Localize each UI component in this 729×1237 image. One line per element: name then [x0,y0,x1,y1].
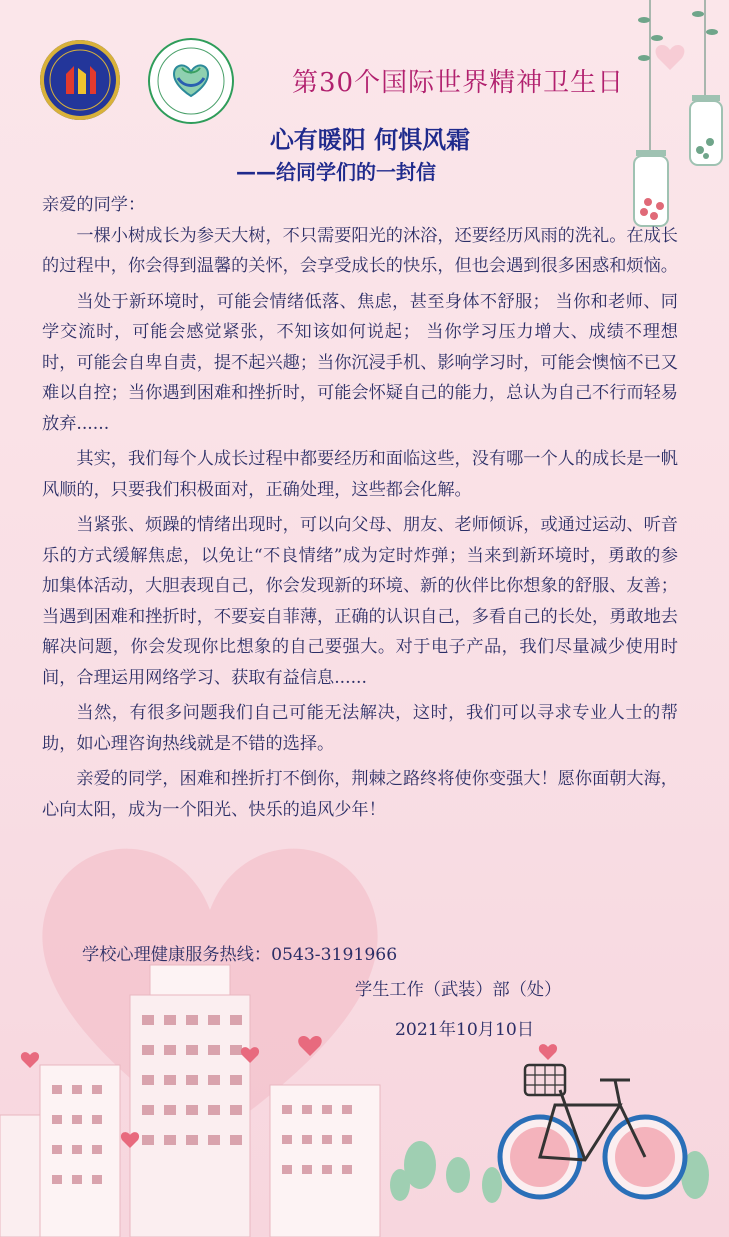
letter-paragraph: 当处于新环境时，可能会情绪低落、焦虑，甚至身体不舒服； 当你和老师、同学交流时，可能会感觉紧张，不知该如何说起； 当你学习压力增大、成绩不理想时，可能会自卑自责，提不起兴趣；当你沉浸手机、影响学习时，可能会懊恼不已又难以自控；当你遇到困难和挫折时，可能会怀疑自己的能力，总认为自己不行而轻易放弃...... [42,291,678,434]
letter-date: 2021年10月10日 [395,1020,535,1040]
bicycle-illustration [480,1035,729,1237]
letter-body [42,190,678,825]
letter-greeting: 亲爱的同学： [42,195,146,215]
event-title: 第30个国际世界精神卫生日 [292,68,625,98]
city-buildings-illustration [0,955,480,1237]
letter-title: 心有暖阳 何惧风霜 [269,126,471,154]
signature: 学生工作（武装）部（处） [355,980,562,1000]
university-logo [40,40,120,120]
letter-paragraph: 一棵小树成长为参天大树，不只需要阳光的沐浴，还要经历风雨的洗礼。在成长的过程中，你会得到温馨的关怀，会享受成长的快乐，但也会遇到很多困惑和烦恼。 [42,225,678,276]
letter-paragraph: 其实，我们每个人成长过程中都要经历和面临这些，没有哪一个人的成长是一帆风顺的，只要我们积极面对，正确处理，这些都会化解。 [42,449,678,500]
letter-subtitle: ——给同学们的一封信 [236,160,436,184]
letter-paragraph: 亲爱的同学，困难和挫折打不倒你，荆棘之路终将使你变强大！愿你面朝大海，心向太阳，成为一个阳光、快乐的追风少年！ [42,769,678,820]
letter-paragraph: 当然，有很多问题我们自己可能无法解决，这时，我们可以寻求专业人士的帮助，如心理咨询热线就是不错的选择。 [42,703,678,754]
counseling-center-logo [148,38,234,124]
hotline-text: 学校心理健康服务热线：0543-3191966 [82,945,398,965]
letter-paragraph: 当紧张、烦躁的情绪出现时，可以向父母、朋友、老师倾诉，或通过运动、听音乐的方式缓解焦虑，以免让“不良情绪”成为定时炸弹；当来到新环境时，勇敢的参加集体活动，大胆表现自己，你会发现新的环境、新的伙伴比你想象的舒服、友善；当遇到困难和挫折时，不要妄自菲薄，正确的认识自己，多看自己的长处，勇敢地去解决问题，你会发现你比想象的自己要强大。对于电子产品，我们尽量减少使用时间，合理运用网络学习、获取有益信息...... [42,515,678,688]
